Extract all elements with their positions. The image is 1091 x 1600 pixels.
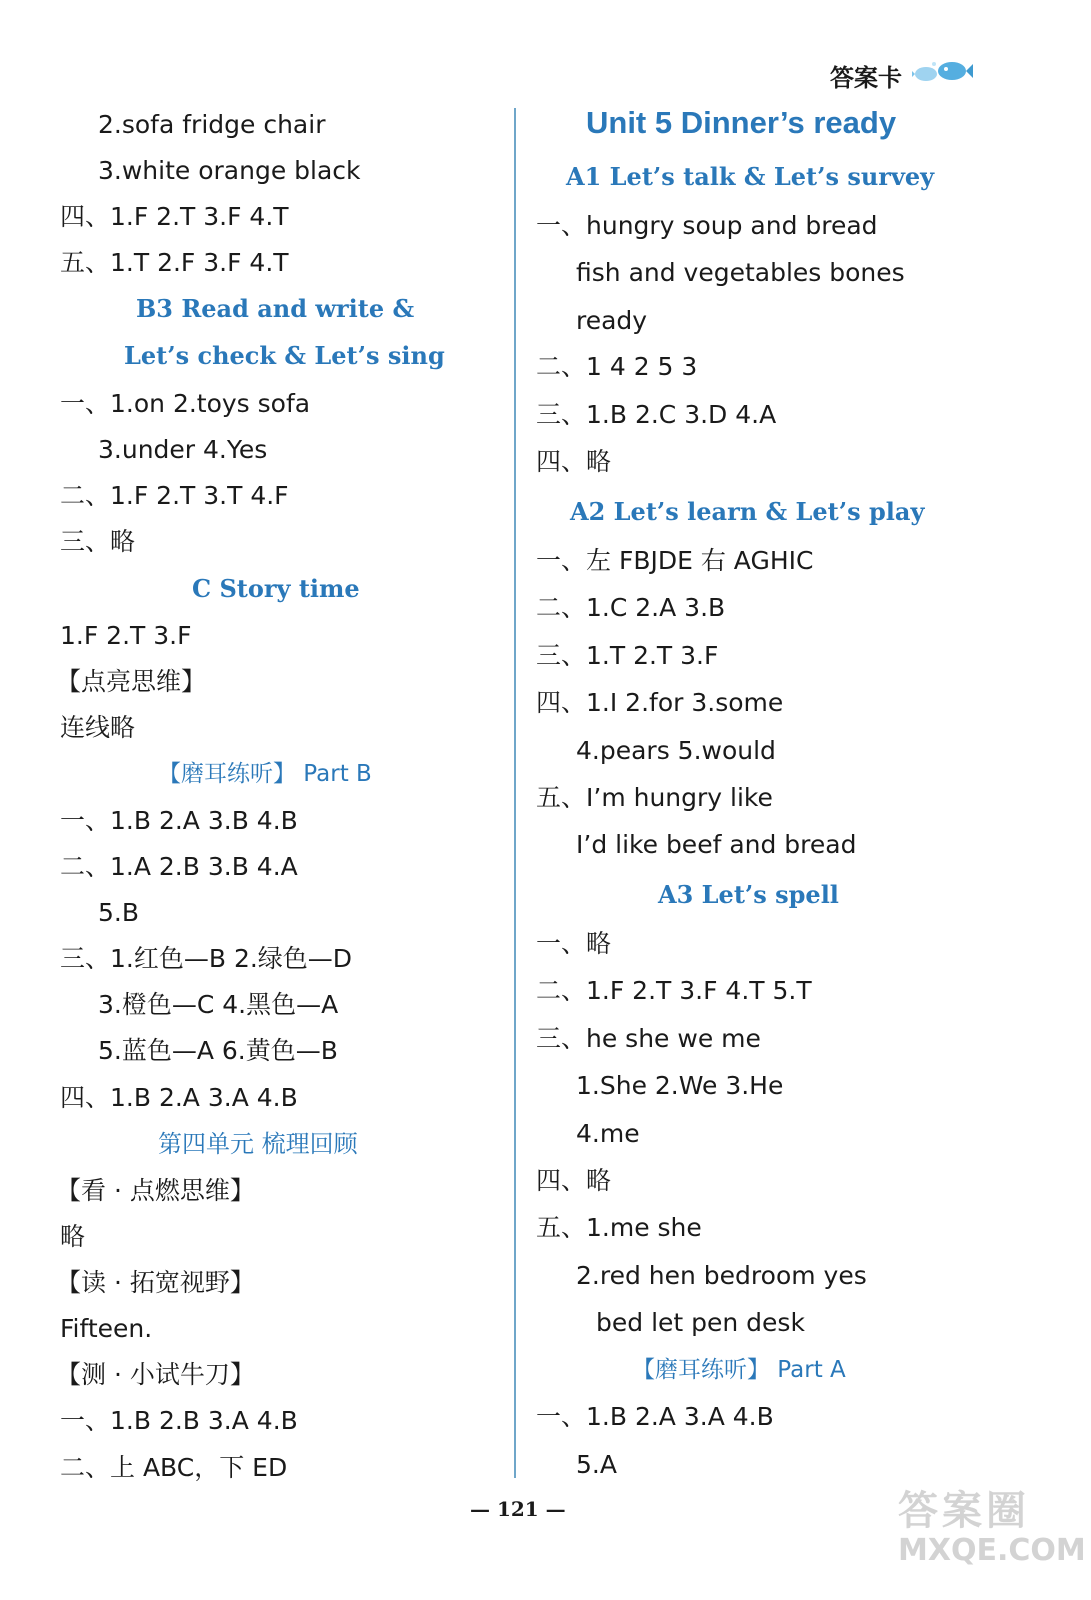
answer-line: 一、1.B 2.A 3.A 4.B (536, 1402, 774, 1431)
answer-line: 一、1.on 2.toys sofa (60, 389, 311, 418)
answer-line: 3.橙色—C 4.黑色—A (98, 990, 339, 1019)
answer-line: I’d like beef and bread (576, 830, 857, 859)
fish-decoration-icon (912, 56, 974, 88)
answer-line: 略 (60, 1222, 86, 1251)
answer-line: fish and vegetables bones (576, 258, 905, 287)
answer-line: 一、hungry soup and bread (536, 211, 878, 240)
answer-line: 二、上 ABC，下 ED (60, 1453, 288, 1482)
section-heading-listening-a: 【磨耳练听】 Part A (632, 1357, 846, 1383)
watermark-logo (898, 1488, 1086, 1568)
subheading: 【测 · 小试牛刀】 (56, 1360, 255, 1389)
answer-line: 四、略 (536, 447, 612, 476)
section-heading-a1: A1 Let’s talk & Let’s survey (566, 162, 935, 191)
answer-line: 三、略 (60, 527, 136, 556)
answer-line: 二、1.A 2.B 3.B 4.A (60, 852, 298, 881)
subheading: 【看 · 点燃思维】 (56, 1176, 255, 1205)
section-heading-unit4-review: 第四单元 梳理回顾 (158, 1130, 358, 1158)
watermark-domain: MXQE.COM (898, 1533, 1086, 1568)
answer-line: 四、1.I 2.for 3.some (536, 688, 784, 717)
answer-line: 连线略 (60, 713, 136, 742)
answer-line: bed let pen desk (596, 1308, 805, 1337)
section-heading-b3-cont: Let’s check & Let’s sing (124, 341, 445, 370)
answer-line: 5.B (98, 898, 140, 927)
answer-line: 三、1.红色—B 2.绿色—D (60, 944, 353, 973)
section-heading-c: C Story time (192, 574, 360, 603)
answer-line: 四、1.B 2.A 3.A 4.B (60, 1083, 298, 1112)
answer-card-label: 答案卡 (830, 64, 902, 92)
answer-line: 三、1.T 2.T 3.F (536, 641, 719, 670)
subheading: 【点亮思维】 (56, 667, 207, 696)
answer-line: 一、左 FBJDE 右 AGHIC (536, 546, 814, 575)
watermark-logo-text: 答案圈 (898, 1488, 1030, 1534)
answer-line: Fifteen. (60, 1314, 153, 1343)
answer-line: 五、1.T 2.F 3.F 4.T (60, 248, 289, 277)
section-heading-listening-b: 【磨耳练听】 Part B (158, 761, 372, 787)
answer-line: 3.white orange black (98, 156, 361, 185)
answer-line: 三、he she we me (536, 1024, 761, 1053)
answer-line: 五、1.me she (536, 1213, 702, 1242)
answer-line: 1.F 2.T 3.F (60, 621, 192, 650)
answer-line: 二、1.C 2.A 3.B (536, 593, 726, 622)
answer-line: 五、I’m hungry like (536, 783, 773, 812)
answer-line: 3.under 4.Yes (98, 435, 268, 464)
answer-line: 四、略 (536, 1166, 612, 1195)
unit-title: Unit 5 Dinner’s ready (586, 105, 897, 140)
answer-line: 二、1.F 2.T 3.T 4.F (60, 481, 289, 510)
answer-line: 一、略 (536, 929, 612, 958)
page-number: — 121 — (470, 1497, 566, 1521)
section-heading-a2: A2 Let’s learn & Let’s play (570, 497, 925, 526)
answer-line: 二、1 4 2 5 3 (536, 352, 698, 381)
answer-line: 三、1.B 2.C 3.D 4.A (536, 400, 777, 429)
answer-line: 1.She 2.We 3.He (576, 1071, 784, 1100)
section-heading-a3: A3 Let’s spell (658, 880, 839, 909)
answer-line: 5.蓝色—A 6.黄色—B (98, 1036, 338, 1065)
subheading: 【读 · 拓宽视野】 (56, 1268, 255, 1297)
answer-line: 一、1.B 2.A 3.B 4.B (60, 806, 298, 835)
answer-line: 4.me (576, 1119, 640, 1148)
answer-line: 2.sofa fridge chair (98, 110, 326, 139)
answer-line: ready (576, 306, 648, 335)
answer-line: 二、1.F 2.T 3.F 4.T 5.T (536, 976, 812, 1005)
answer-line: 2.red hen bedroom yes (576, 1261, 867, 1290)
answer-line: 4.pears 5.would (576, 736, 776, 765)
section-heading-b3: B3 Read and write & (136, 294, 415, 323)
answer-line: 一、1.B 2.B 3.A 4.B (60, 1406, 298, 1435)
answer-line: 5.A (576, 1450, 617, 1479)
column-divider (514, 108, 516, 1478)
answer-line: 四、1.F 2.T 3.F 4.T (60, 202, 289, 231)
